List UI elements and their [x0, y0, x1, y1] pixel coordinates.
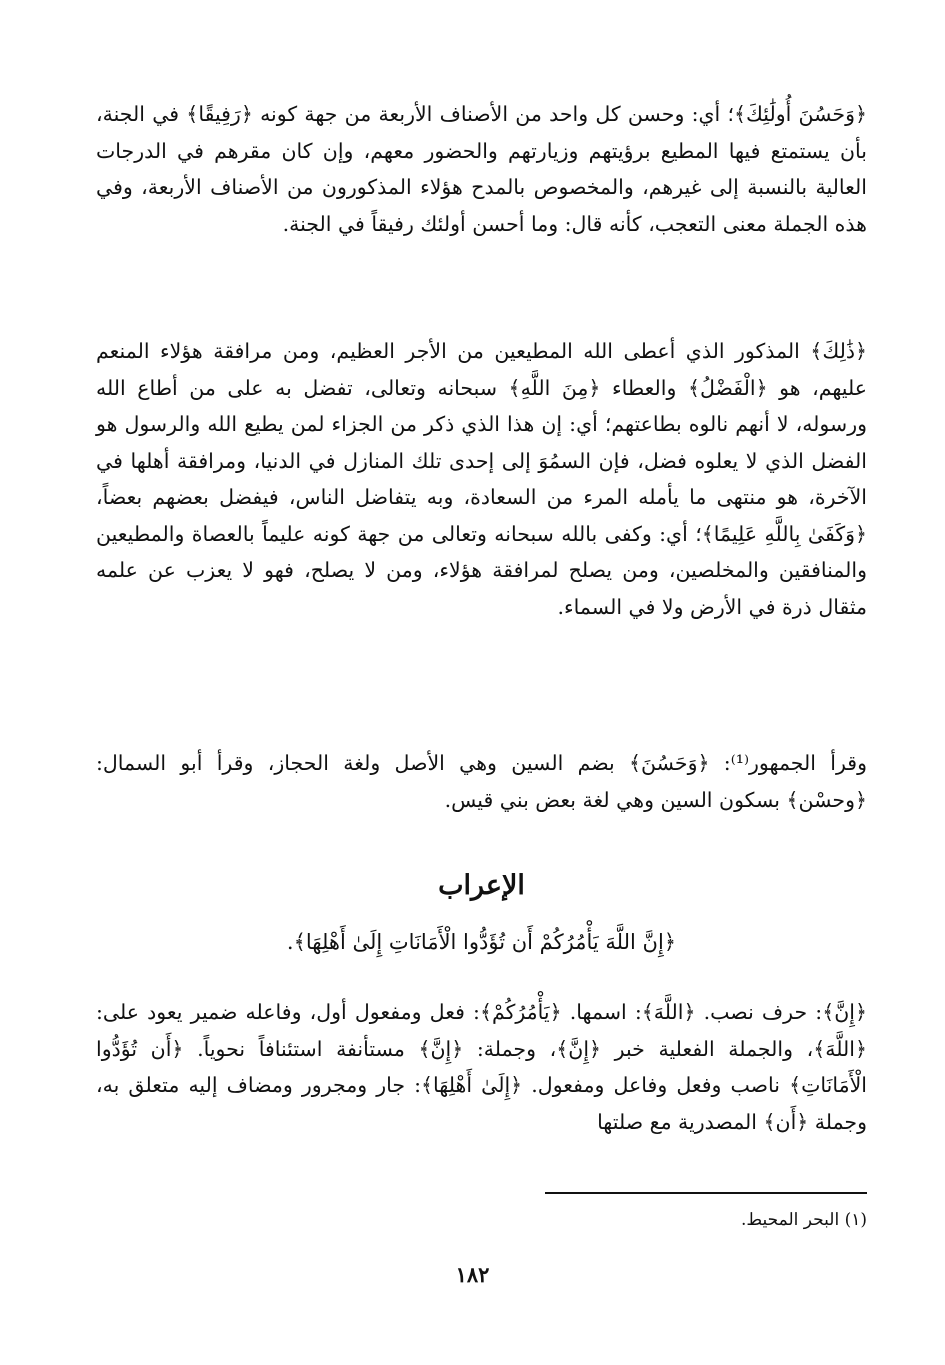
section-heading: الإعراب [438, 870, 525, 901]
paragraph-i3rab: ﴿إِنَّ﴾: حرف نصب. ﴿اللَّهَ﴾: اسمها. ﴿يَأْمُرُكُمْ﴾: فعل ومفعول أول، وفاعله ضمير يعود على: ﴿اللَّهَ﴾، والجملة الفعلية خبر ﴿إِنَّ﴾، وجملة: ﴿إِنَّ﴾ مستأنفة استئنافاً نحوياً. ﴿أَن تُؤَدُّوا الْأَمَانَاتِ﴾ ناصب وفعل وفاعل ومفعول. ﴿إِلَىٰ أَهْلِهَا﴾: جار ومجرور ومضاف إليه متعلق به، وجملة ﴿أَن﴾ المصدرية مع صلتها [96, 1000, 867, 1134]
footnote: (١) البحر المحيط. [741, 1210, 867, 1230]
paragraph-tafsir-1: ﴿وَحَسُنَ أُولَٰئِكَ﴾؛ أي: وحسن كل واحد من الأصناف الأربعة من جهة كونه ﴿رَفِيقًا﴾ في الجنة، بأن يستمتع فيها المطيع برؤيتهم وزيارتهم والحضور معهم، وإن كان مقرهم في الدرجات العالية بالنسبة إلى غيرهم، والمخصوص بالمدح هؤلاء المذكورون من الأصناف الأربعة، وفي هذه الجملة معنى التعجب، كأنه قال: وما أحسن أولئك رفيقاً في الجنة. [96, 102, 867, 236]
page-number: ١٨٢ [455, 1262, 490, 1287]
paragraph-qiraat: وقرأ الجمهور⁽¹⁾: ﴿وَحَسُنَ﴾ بضم السين وهي الأصل ولغة الحجاز، وقرأ أبو السمال: ﴿وحسْن﴾ بسكون السين وهي لغة بعض بني قيس. [96, 751, 867, 812]
footnote-separator [545, 1192, 867, 1194]
quran-verse: ﴿إِنَّ اللَّهَ يَأْمُرُكُمْ أَن تُؤَدُّوا الْأَمَانَاتِ إِلَىٰ أَهْلِهَا﴾. [286, 930, 677, 954]
paragraph-tafsir-2: ﴿ذَٰلِكَ﴾ المذكور الذي أعطى الله المطيعين من الأجر العظيم، ومن مرافقة هؤلاء المنعم عليهم، هو ﴿الْفَضْلُ﴾ والعطاء ﴿مِنَ اللَّهِ﴾ سبحانه وتعالى، تفضل به على من أطاع الله ورسوله، لا أنهم نالوه بطاعتهم؛ أي: إن هذا الذي ذكر من الجزاء لمن يطيع الله والرسول هو الفضل الذي لا يعلوه فضل، فإن السمُوَ إلى إحدى تلك المنازل في الدنيا، ومرافقة أهلها في الآخرة، هو منتهى ما يأمله المرء من السعادة، وبه يتفاضل الناس، فيفضل بعضهم بعضاً، ﴿وَكَفَىٰ بِاللَّهِ عَلِيمًا﴾؛ أي: وكفى بالله سبحانه وتعالى من جهة كونه عليماً بالعصاة والمطيعين والمنافقين والمخلصين، ومن يصلح لمرافقة هؤلاء، ومن لا يصلح، فهو لا يعزب عن علمه مثقال ذرة في الأرض ولا في السماء. [96, 339, 867, 619]
